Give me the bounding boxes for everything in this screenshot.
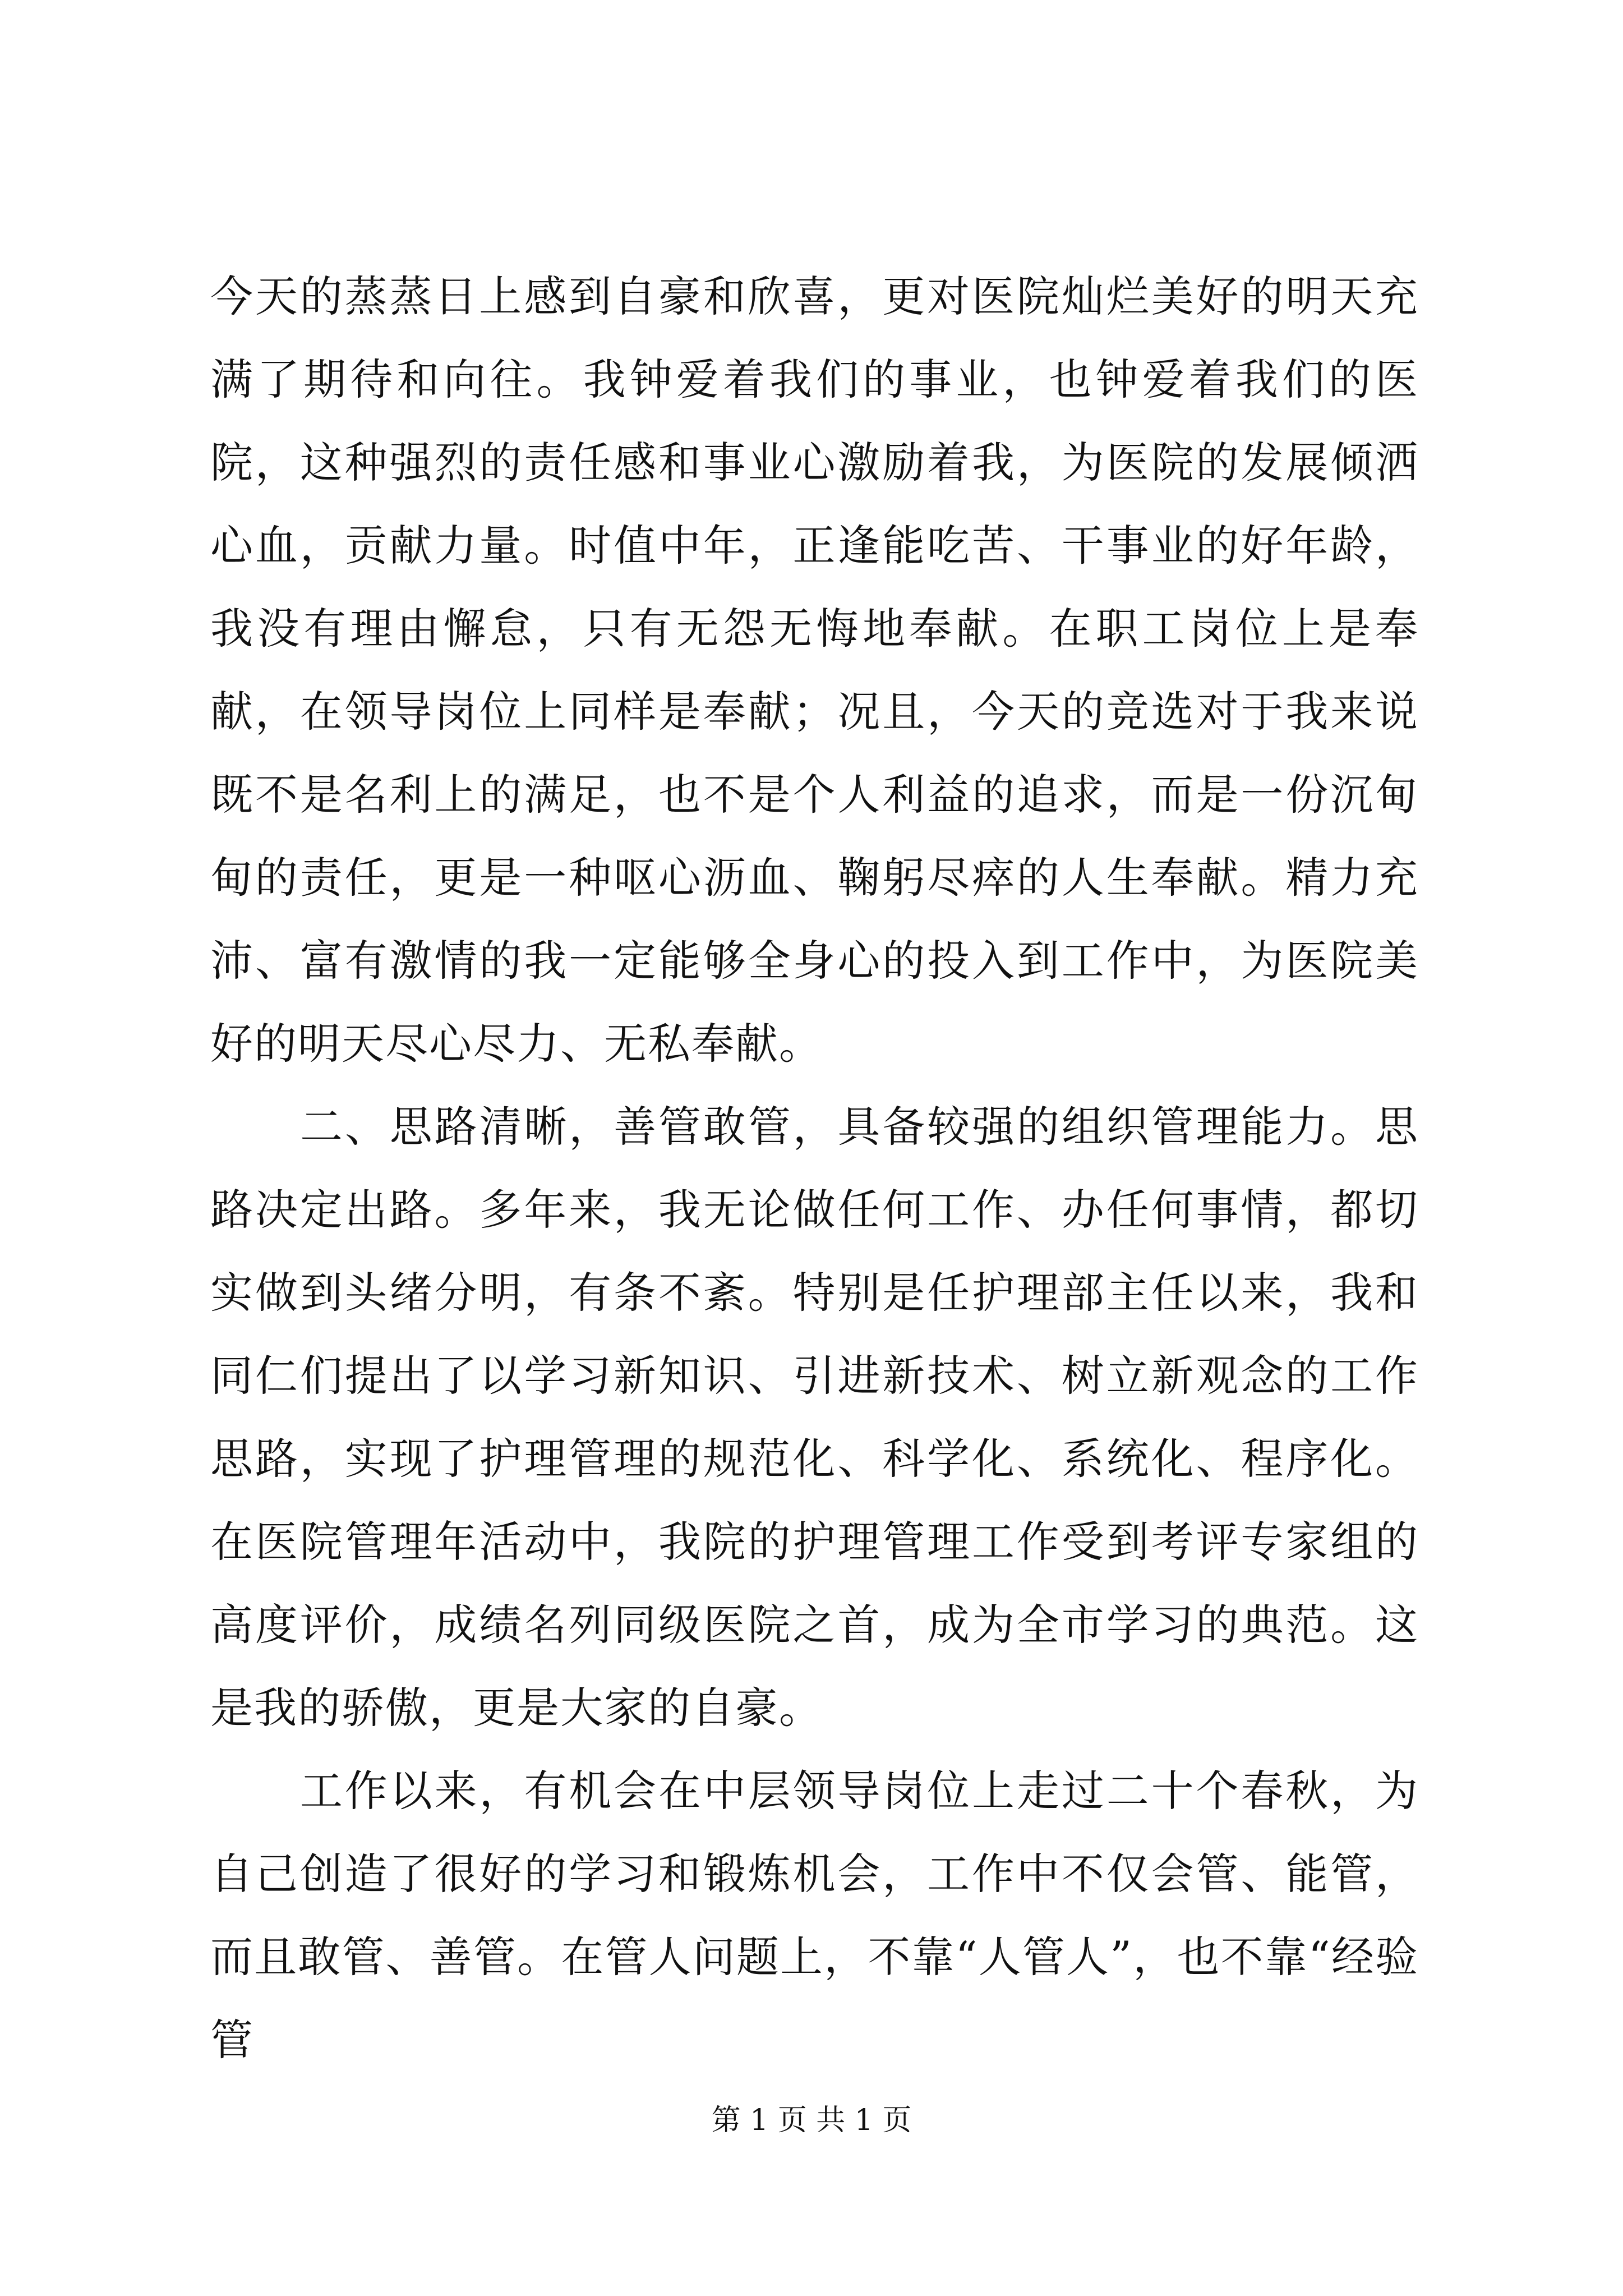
paragraph-3: 工作以来，有机会在中层领导岗位上走过二十个春秋，为自己创造了很好的学习和锻炼机会，工作中不仅会管、能管，而且敢管、善管。在管人问题上，不靠“人管人”，也不靠“经验管: [210, 1766, 1419, 2065]
paragraph-2: 二、思路清晰，善管敢管，具备较强的组织管理能力。思路决定出路。多年来，我无论做任何工作、办任何事情，都切实做到头绪分明，有条不紊。特别是任护理部主任以来，我和同仁们提出了以学习新知识、引进新技术、树立新观念的工作思路，实现了护理管理的规范化、科学化、系统化、程序化。在医院管理年活动中，我院的护理管理工作受到考评专家组的高度评价，成绩名列同级医院之首，成为全市学习的典范。这是我的骄傲，更是大家的自豪。: [210, 1102, 1419, 1733]
page-footer: 第 1 页 共 1 页: [711, 2104, 912, 2137]
document-body: [210, 255, 1419, 2082]
paragraph-1: 今天的蒸蒸日上感到自豪和欣喜，更对医院灿烂美好的明天充满了期待和向往。我钟爱着我们的事业，也钟爱着我们的医院，这种强烈的责任感和事业心激励着我，为医院的发展倾洒心血，贡献力量。时值中年，正逢能吃苦、干事业的好年龄，我没有理由懈怠，只有无怨无悔地奉献。在职工岗位上是奉献，在领导岗位上同样是奉献；况且，今天的竞选对于我来说既不是名利上的满足，也不是个人利益的追求，而是一份沉甸甸的责任，更是一种呕心沥血、鞠躬尽瘁的人生奉献。精力充沛、富有激情的我一定能够全身心的投入到工作中，为医院美好的明天尽心尽力、无私奉献。: [210, 272, 1419, 1069]
